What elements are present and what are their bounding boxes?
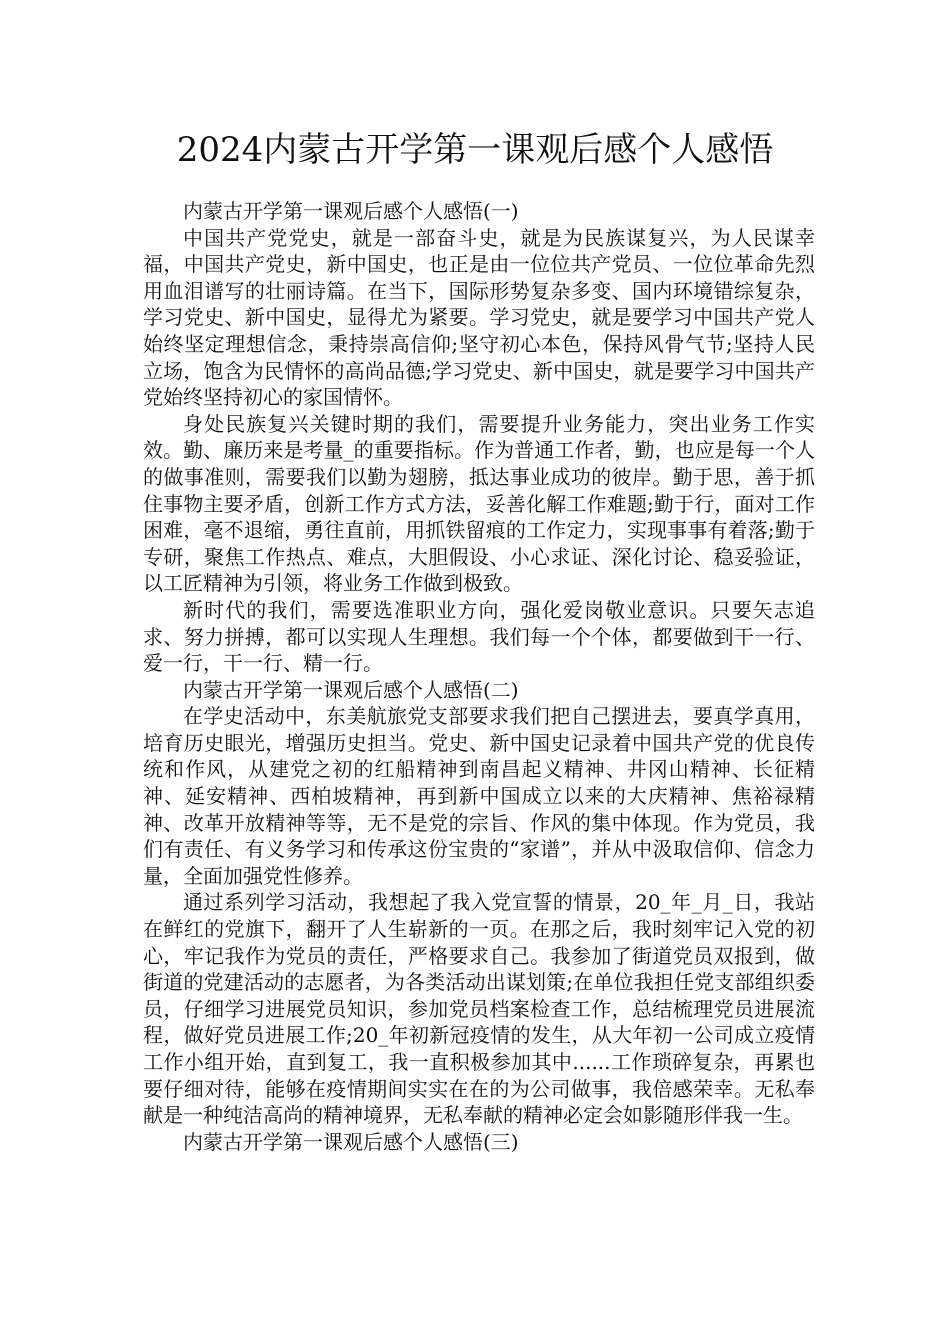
section-heading-1: 内蒙古开学第一课观后感个人感悟(一)	[183, 199, 519, 223]
paragraph: 通过系列学习活动，我想起了我入党宣誓的情景，20_年_月_日，我站在鲜红的党旗下，翻开了人生崭新的一页。在那之后，我时刻牢记入党的初心，牢记我作为党员的责任，严格要求自己。我参加了街道党员双报到，做街道的党建活动的志愿者，为各类活动出谋划策;在单位我担任党支部组织委员，仔细学习进展党员知识，参加党员档案检查工作，总结梳理党员进展流程，做好党员进展工作;20_年初新冠疫情的发生，从大年初一公司成立疫情工作小组开始，直到复工，我一直积极参加其中......工作琐碎复杂，再累也要仔细对待，能够在疫情期间实实在在的为公司做事，我倍感荣幸。无私奉献是一种纯洁高尚的精神境界，无私奉献的精神必定会如影随形伴我一生。	[143, 890, 815, 1128]
document-body	[143, 198, 815, 1155]
paragraph: 身处民族复兴关键时期的我们，需要提升业务能力，突出业务工作实效。勤、廉历来是考量_的重要指标。作为普通工作者，勤，也应是每一个人的做事准则，需要我们以勤为翅膀，抵达事业成功的彼岸。勤于思，善于抓住事物主要矛盾，创新工作方式方法，妥善化解工作难题;勤于行，面对工作困难，毫不退缩，勇往直前，用抓铁留痕的工作定力，实现事事有着落;勤于专研，聚焦工作热点、难点，大胆假设、小心求证、深化讨论、稳妥验证，以工匠精神为引领，将业务工作做到极致。	[143, 411, 815, 596]
paragraph: 在学史活动中，东美航旅党支部要求我们把自己摆进去，要真学真用，培育历史眼光，增强历史担当。党史、新中国史记录着中国共产党的优良传统和作风，从建党之初的红船精神到南昌起义精神、井冈山精神、长征精神、延安精神、西柏坡精神，再到新中国成立以来的大庆精神、焦裕禄精神、改革开放精神等等，无不是党的宗旨、作风的集中体现。作为党员，我们有责任、有义务学习和传承这份宝贵的“家谱”，并从中汲取信仰、信念力量，全面加强党性修养。	[143, 704, 815, 888]
section-heading-3: 内蒙古开学第一课观后感个人感悟(三)	[183, 1129, 519, 1154]
section-heading-2: 内蒙古开学第一课观后感个人感悟(二)	[183, 677, 519, 702]
document-title: 2024内蒙古开学第一课观后感个人感悟	[176, 130, 774, 170]
paragraph: 新时代的我们，需要选准职业方向，强化爱岗敬业意识。只要矢志追求、努力拼搏，都可以实现人生理想。我们每一个个体，都要做到干一行、爱一行，干一行、精一行。	[143, 597, 815, 676]
paragraph: 中国共产党党史，就是一部奋斗史，就是为民族谋复兴，为人民谋幸福，中国共产党史，新中国史，也正是由一位位共产党员、一位位革命先烈用血泪谱写的壮丽诗篇。在当下，国际形势复杂多变、国内环境错综复杂，学习党史、新中国史，显得尤为紧要。学习党史，就是要学习中国共产党人始终坚定理想信念，秉持崇高信仰;坚守初心本色，保持风骨气节;坚持人民立场，饱含为民情怀的高尚品德;学习党史、新中国史，就是要学习中国共产党始终坚持初心的家国情怀。	[143, 225, 815, 410]
